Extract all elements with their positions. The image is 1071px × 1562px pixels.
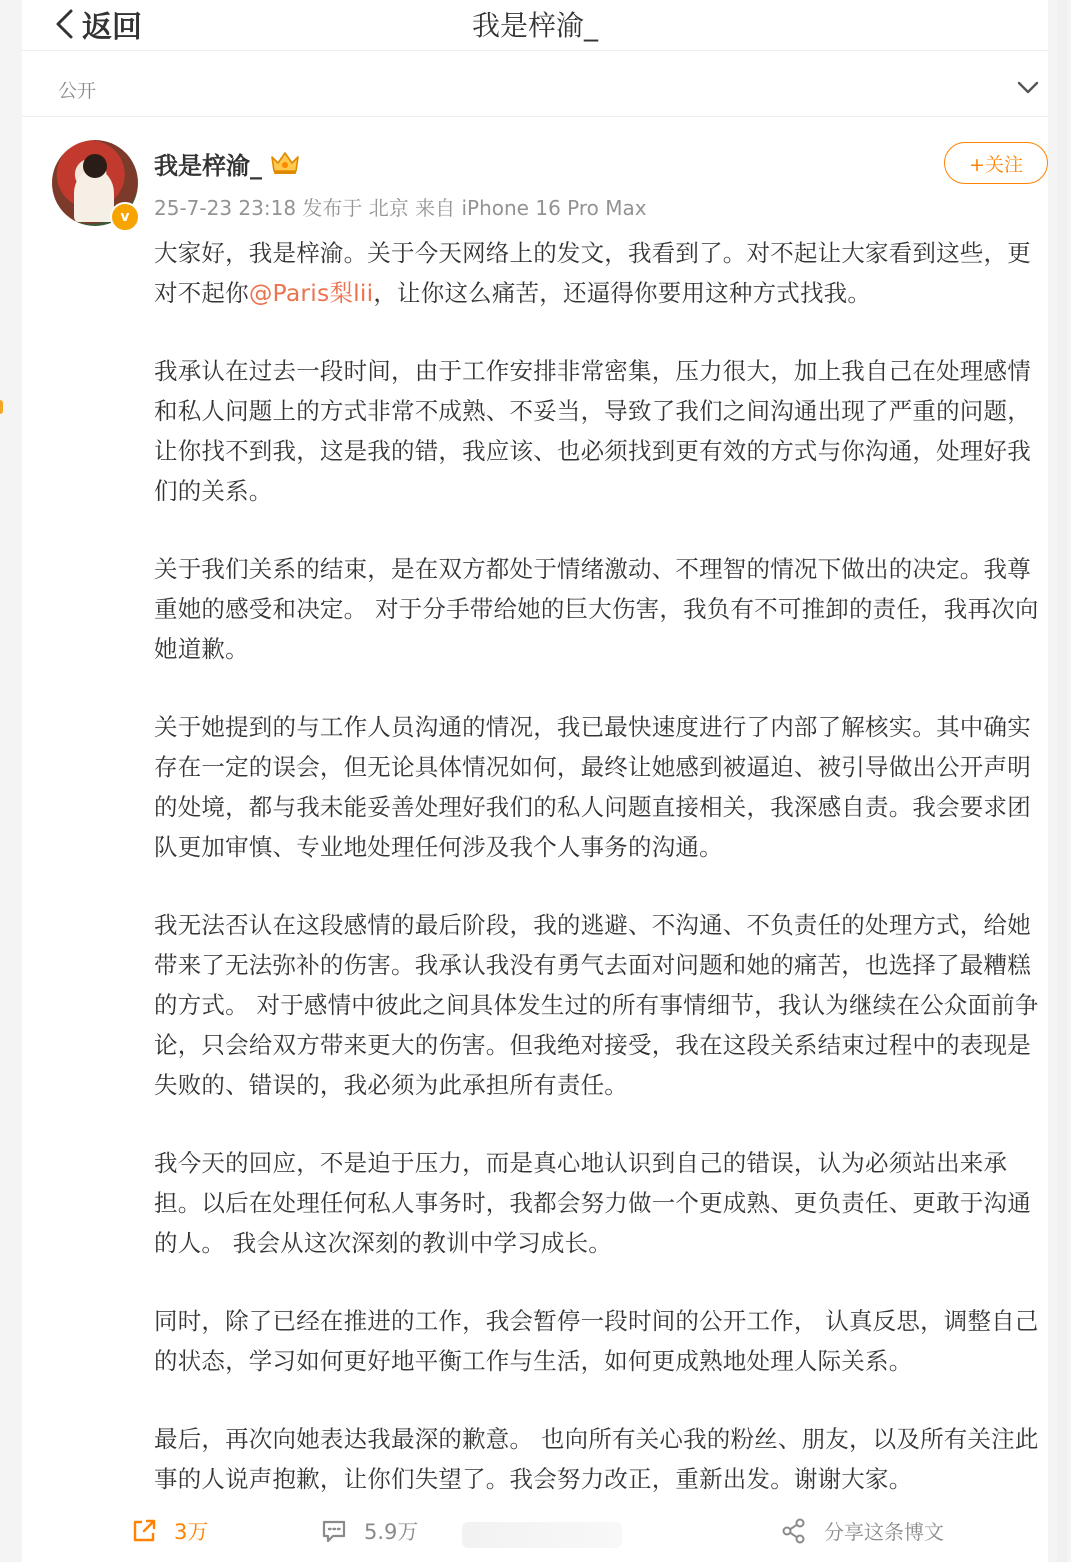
share-icon <box>780 1517 808 1545</box>
comment-button[interactable] <box>320 1516 418 1546</box>
visibility-label: 公开 <box>58 80 97 102</box>
paragraph-5: 我无法否认在这段感情的最后阶段，我的逃避、不沟通、不负责任的处理方式，给她带来了无法弥补的伤害。我承认我没有勇气去面对问题和她的痛苦，也选择了最糟糕的方式。 对于感情中彼此之间具体发生过的所有事情细节，我认为继续在公众面前争论，只会给双方带来更大的伤害。但我绝对接受，我在这段关系结束过程中的表现是失败的、错误的，我必须为此承担所有责任。 <box>154 911 1039 1099</box>
comment-icon <box>320 1517 348 1545</box>
follow-button[interactable]: +关注 <box>944 142 1048 184</box>
repost-button[interactable] <box>130 1516 208 1546</box>
paragraph-3: 关于我们关系的结束，是在双方都处于情绪激动、不理智的情况下做出的决定。我尊重她的感受和决定。 对于分手带给她的巨大伤害，我负有不可推卸的责任，我再次向她道歉。 <box>154 555 1039 663</box>
scrollbar[interactable] <box>1057 0 1067 1562</box>
post-content <box>154 233 1050 1537</box>
chevron-down-icon[interactable] <box>1014 74 1042 102</box>
mention-link[interactable]: @Paris梨lii <box>248 279 374 307</box>
repost-count: 3万 <box>174 1520 209 1544</box>
visibility-row[interactable] <box>22 58 1048 117</box>
avatar-head <box>83 154 107 178</box>
share-label: 分享这条博文 <box>824 1520 944 1544</box>
side-indicator <box>0 400 3 414</box>
action-bar <box>22 1508 1048 1556</box>
share-button[interactable] <box>780 1516 944 1545</box>
page-title: 我是梓渝_ <box>471 9 598 42</box>
comment-count: 5.9万 <box>364 1520 419 1544</box>
back-label: 返回 <box>82 10 142 45</box>
paragraph-1-text: 大家好，我是梓渝。关于今天网络上的发文，我看到了。对不起让大家看到这些，更对不起你 <box>154 239 1031 307</box>
obscured-action <box>462 1522 622 1548</box>
paragraph-4: 关于她提到的与工作人员沟通的情况，我已最快速度进行了内部了解核实。其中确实存在一定的误会，但无论具体情况如何，最终让她感到被逼迫、被引导做出公开声明的处境，都与我未能妥善处理好我们的私人问题直接相关，我深感自责。我会要求团队更加审慎、专业地处理任何涉及我个人事务的沟通。 <box>154 713 1031 861</box>
post-meta: 25-7-23 23:18 发布于 北京 来自 iPhone 16 Pro Max <box>154 196 647 220</box>
post-page <box>22 0 1048 1562</box>
paragraph-1-tail: ，让你这么痛苦，还逼得你要用这种方式找我。 <box>373 279 872 307</box>
paragraph-1 <box>154 233 1050 313</box>
paragraph-2: 我承认在过去一段时间，由于工作安排非常密集，压力很大，加上我自己在处理感情和私人问题上的方式非常不成熟、不妥当，导致了我们之间沟通出现了严重的问题，让你找不到我，这是我的错，我应该、也必须找到更有效的方式与你沟通，处理好我们的关系。 <box>154 357 1031 505</box>
paragraph-6: 我今天的回应，不是迫于压力，而是真心地认识到自己的错误，认为必须站出来承担。以后在处理任何私人事务时，我都会努力做一个更成熟、更负责任、更敢于沟通的人。 我会从这次深刻的教训中学习成长。 <box>154 1149 1031 1257</box>
repost-icon <box>130 1517 158 1545</box>
paragraph-8: 最后，再次向她表达我最深的歉意。 也向所有关心我的粉丝、朋友，以及所有关注此事的人说声抱歉，让你们失望了。我会努力改正，重新出发。谢谢大家。 <box>154 1425 1039 1493</box>
top-nav <box>22 0 1048 51</box>
author-name[interactable]: 我是梓渝_ <box>154 152 262 180</box>
paragraph-7: 同时，除了已经在推进的工作，我会暂停一段时间的公开工作， 认真反思，调整自己的状态，学习如何更好地平衡工作与生活，如何更成熟地处理人际关系。 <box>154 1307 1039 1375</box>
crown-badge-icon[interactable] <box>268 147 302 177</box>
verified-badge: v <box>110 202 140 232</box>
